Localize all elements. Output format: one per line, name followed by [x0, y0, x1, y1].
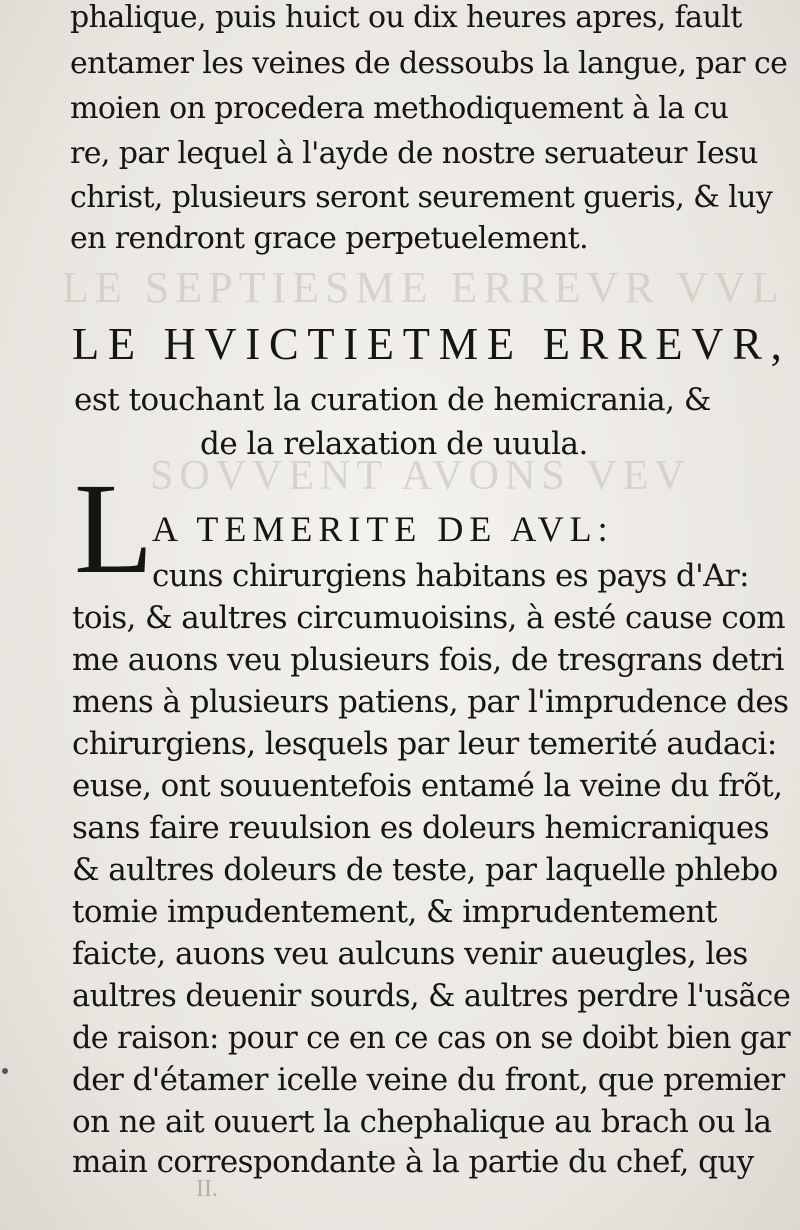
- text-line: euse, ont souuentefois entamé la veine du frõt,: [72, 768, 783, 804]
- text-line: sans faire reuulsion es doleurs hemicraniques: [72, 810, 769, 846]
- text-line: faicte, auons veu aulcuns venir aueugles, les: [72, 936, 748, 972]
- text-line: en rendront grace perpetuelement.: [70, 221, 589, 256]
- text-line: christ, plusieurs seront seurement gueris, & luy: [70, 180, 773, 215]
- text-line: tois, & aultres circumuoisins, à esté cause com: [72, 600, 786, 636]
- text-line: re, par lequel à l'ayde de nostre seruateur Iesu: [70, 136, 758, 171]
- first-line-capitals: A TEMERITE DE AVL:: [152, 509, 614, 549]
- text-line: mens à plusieurs patiens, par l'imprudence des: [72, 684, 789, 720]
- ink-speck: [2, 1068, 8, 1074]
- text-line: main correspondante à la partie du chef, quy: [72, 1144, 754, 1180]
- page-folio: II.: [196, 1176, 218, 1202]
- bleed-through-text: SOVVENT AVONS VEV: [150, 453, 691, 499]
- text-line: & aultres doleurs de teste, par laquelle phlebo: [72, 852, 778, 888]
- text-line: chirurgiens, lesquels par leur temerité audaci:: [72, 726, 777, 762]
- text-line: on ne ait ouuert la chephalique au brach ou la: [72, 1104, 772, 1140]
- text-line: me auons veu plusieurs fois, de tresgrans detri: [72, 642, 784, 678]
- text-line: tomie impudentement, & imprudentement: [72, 894, 717, 930]
- chapter-subheading-line: de la relaxation de uuula.: [200, 426, 588, 462]
- text-line: cuns chirurgiens habitans es pays d'Ar:: [152, 558, 749, 594]
- chapter-heading: LE HVICTIETME ERREVR,: [72, 318, 791, 369]
- text-line: phalique, puis huict ou dix heures apres, fault: [70, 0, 742, 35]
- text-line: de raison: pour ce en ce cas on se doibt bien gar: [72, 1020, 791, 1056]
- text-line: der d'étamer icelle veine du front, que premier: [72, 1062, 785, 1098]
- bleed-through-text: LE SEPTIESME ERREVR VVL: [62, 263, 785, 312]
- drop-cap: L: [74, 457, 154, 601]
- chapter-subheading-line: est touchant la curation de hemicrania, &: [74, 382, 711, 418]
- text-line: moien on procedera methodiquement à la cu: [70, 91, 729, 126]
- text-line: entamer les veines de dessoubs la langue, par ce: [70, 46, 788, 81]
- text-line: aultres deuenir sourds, & aultres perdre l'usãce: [72, 978, 791, 1014]
